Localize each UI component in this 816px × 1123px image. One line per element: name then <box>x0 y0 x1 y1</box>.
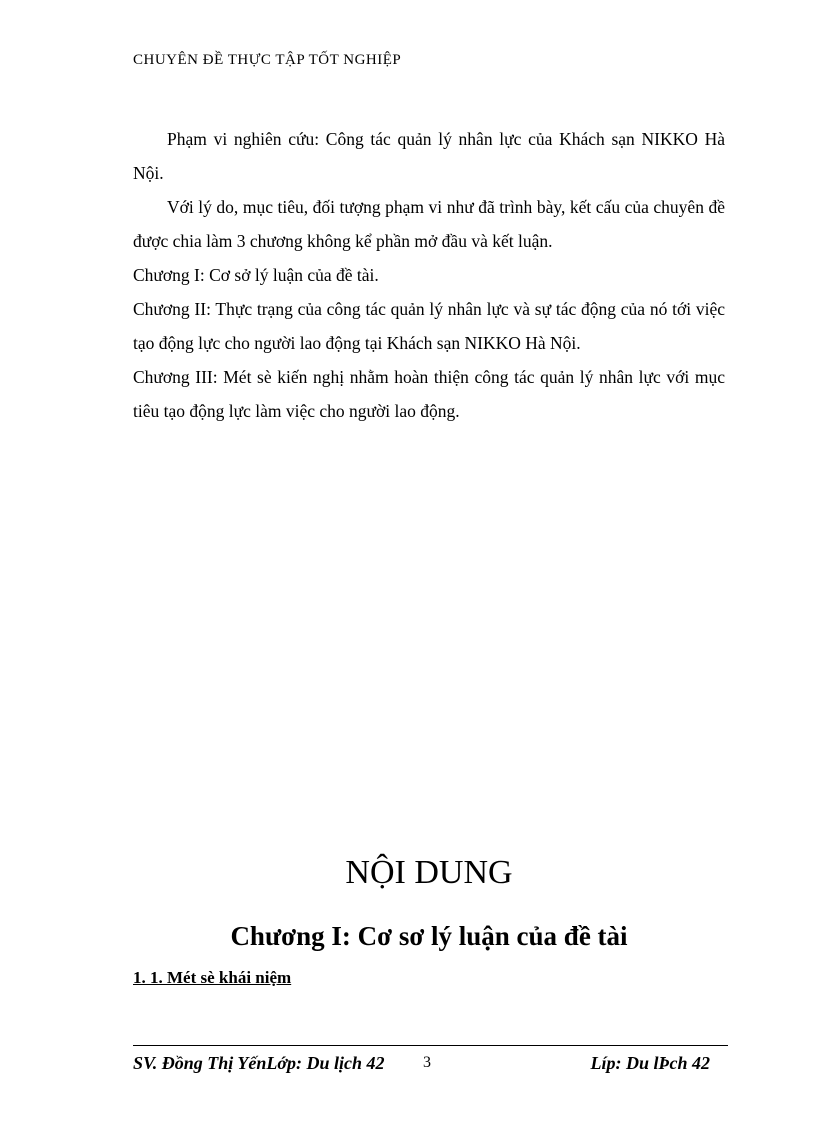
footer-student: SV. Đồng Thị YếnLớp: Du lịch 42 <box>133 1053 385 1073</box>
paragraph-chapter-2: Chương II: Thực trạng của công tác quản lý nhân lực và sự tác động của nó tới việc tạo động lực cho người lao động tại Khách sạn NIKKO Hà Nội. <box>133 299 725 353</box>
paragraph-chapter-1: Chương I: Cơ sở lý luận của đề tài. <box>133 265 379 285</box>
footer-divider <box>133 1045 728 1046</box>
section-title: NỘI DUNG <box>345 854 513 891</box>
paragraph-scope: Phạm vi nghiên cứu: Công tác quản lý nhân lực của Khách sạn NIKKO Hà Nội. <box>133 129 725 183</box>
page-number: 3 <box>423 1054 431 1071</box>
footer-class: Líp: Du lÞch 42 <box>590 1053 710 1073</box>
paragraph-structure: Với lý do, mục tiêu, đối tượng phạm vi như đã trình bày, kết cấu của chuyên đề được chia làm 3 chương không kể phần mở đầu và kết luận. <box>133 197 725 251</box>
chapter-title: Chương I: Cơ sơ lý luận của đề tài <box>230 921 628 951</box>
page-footer <box>133 1050 728 1076</box>
subsection-heading: 1. 1. Mét sè khái niệm <box>133 968 292 987</box>
body-text <box>133 122 725 428</box>
paragraph-chapter-3: Chương III: Mét sè kiến nghị nhằm hoàn thiện công tác quản lý nhân lực với mục tiêu tạo động lực làm việc cho người lao động. <box>133 367 725 421</box>
page-header: CHUYÊN ĐỀ THỰC TẬP TỐT NGHIỆP <box>133 52 402 68</box>
